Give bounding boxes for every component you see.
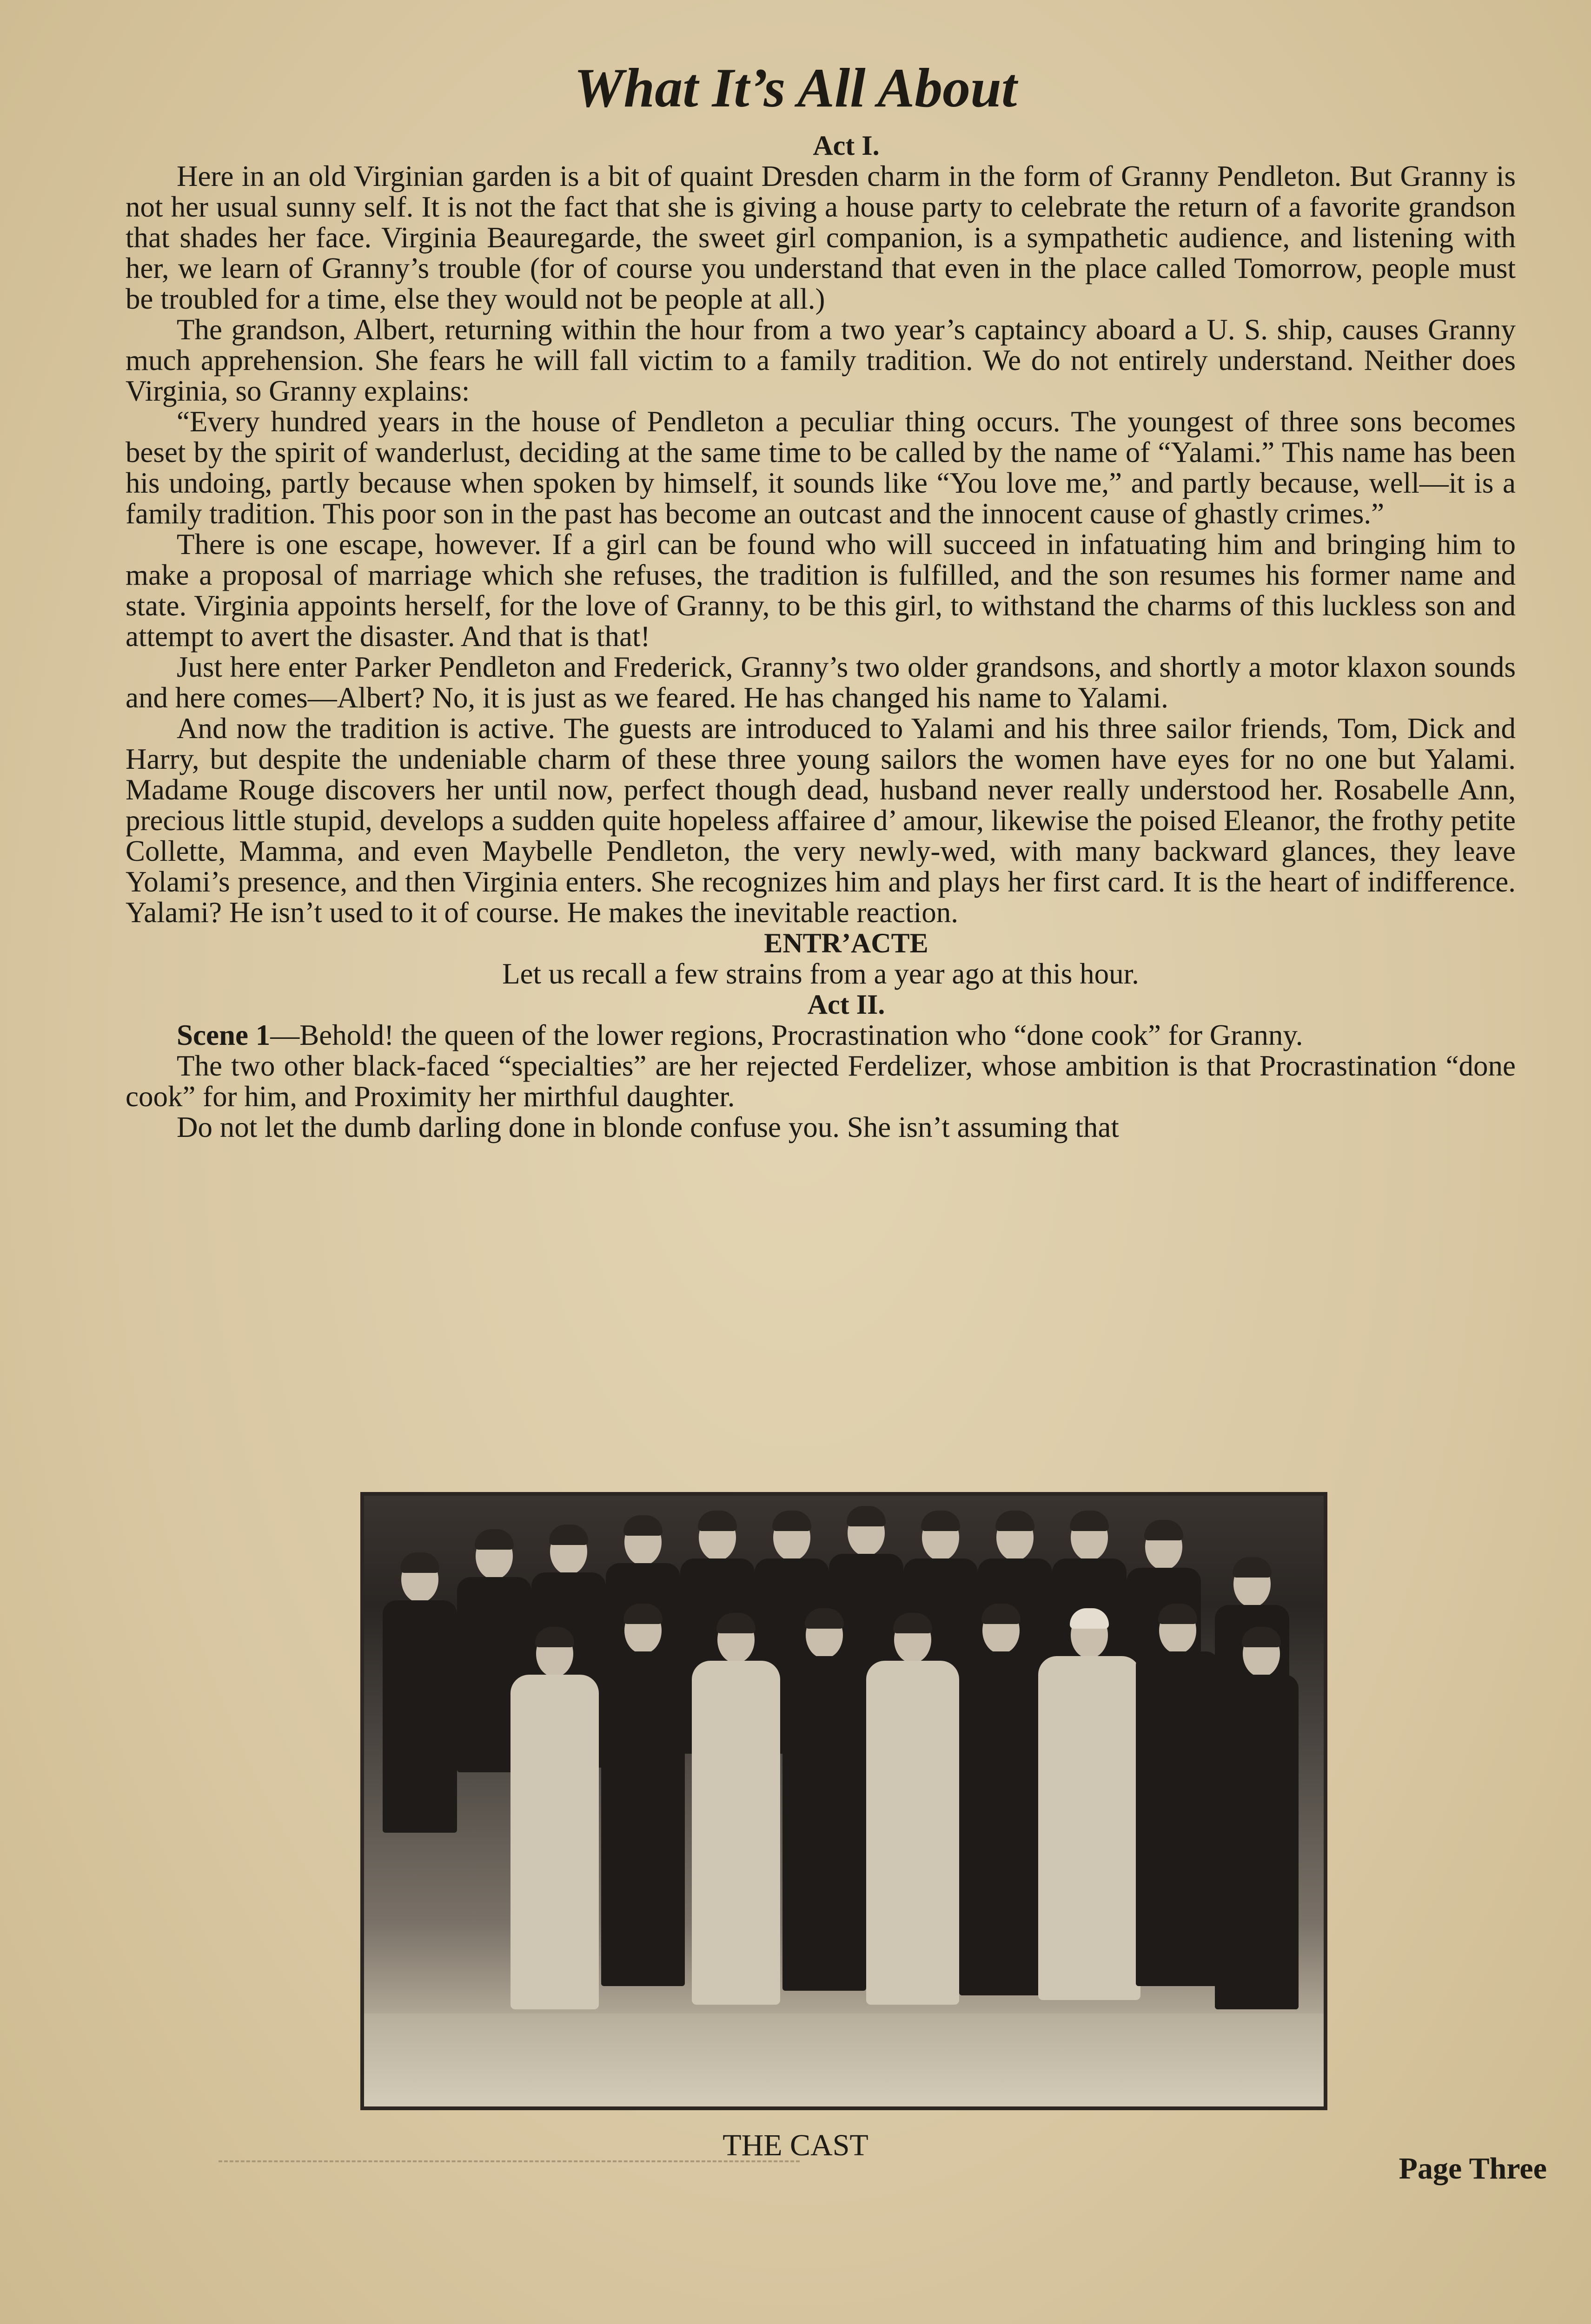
act-1-heading: Act I. bbox=[813, 130, 880, 161]
act-1-paragraph: There is one escape, however. If a girl can be found who will succeed in infatuating him and bringing him to make a proposal of marriage which she refuses, the tradition is fulfilled, and the son resumes his former name and state. Virginia appoints herself, for the love of Granny, to be this girl, to withstand the charms of this luckless son and attempt to avert the disaster. And that is that! bbox=[126, 528, 1516, 653]
entracte-heading: ENTR’ACTE bbox=[764, 928, 928, 958]
stage-floor bbox=[364, 2014, 1324, 2106]
act-1-paragraph: Here in an old Virginian garden is a bit of quaint Dresden charm in the form of Granny Pendleton. But Granny is not her usual sunny self. It is not the fact that she is giving a house party to celebrate the return of a favorite grandson that shades her face. Virginia Beauregarde, the sweet girl companion, is a sympathetic audience, and listening with her, we learn of Granny’s trouble (for of course you understand that even in the place called Tomorrow, people must be troubled for a time, else they would not be people at all.) bbox=[126, 160, 1516, 315]
body-text bbox=[126, 130, 1516, 1142]
act-2-paragraph: The two other black-faced “specialties” are her rejected Ferdelizer, whose ambition is that Procrastination “done cook” for him, and Proximity her mirthful daughter. bbox=[126, 1050, 1516, 1113]
scene-1-paragraph bbox=[126, 1020, 1516, 1050]
page-number: Page Three bbox=[1399, 2152, 1547, 2185]
cast-photo bbox=[360, 1492, 1327, 2110]
act-2-heading: Act II. bbox=[807, 989, 885, 1020]
photo-caption: THE CAST bbox=[723, 2128, 868, 2162]
page-title: What It’s All About bbox=[574, 57, 1017, 119]
act-2-paragraph: Do not let the dumb darling done in blonde confuse you. She isn’t assuming that bbox=[177, 1111, 1119, 1143]
act-1-paragraph: Just here enter Parker Pendleton and Frederick, Granny’s two older grandsons, and shortly a motor klaxon sounds and here comes—Albert? No, it is just as we feared. He has changed his name to Yalami. bbox=[126, 651, 1516, 714]
act-1-paragraph: And now the tradition is active. The guests are introduced to Yalami and his three sailor friends, Tom, Dick and Harry, but despite the undeniable charm of these three young sailors the women have eyes for no one but Yalami. Madame Rouge discovers her until now, perfect though dead, husband never really understood her. Rosabelle Ann, precious little stupid, develops a sudden quite hopeless affairee d’ amour, likewise the poised Eleanor, the frothy petite Collette, Mamma, and even Maybelle Pendleton, the very newly-wed, with many backward glances, they leave Yolami’s presence, and then Virginia enters. She recognizes him and plays her first card. It is the heart of indifference. Yalami? He isn’t used to it of course. He makes the inevitable reaction. bbox=[126, 712, 1516, 929]
scene-label: Scene 1 bbox=[177, 1019, 271, 1051]
act-1-paragraph: The grandson, Albert, returning within the hour from a two year’s captaincy aboard a U. S. ship, causes Granny much apprehension. She fears he will fall victim to a family tradition. We do not entirely understand. Neither does Virginia, so Granny explains: bbox=[126, 313, 1516, 407]
act-1-paragraph: “Every hundred years in the house of Pendleton a peculiar thing occurs. The youngest of three sons becomes beset by the spirit of wanderlust, deciding at the same time to be called by the name of “Yalami.” This name has been his undoing, partly because when spoken by himself, it sounds like “You love me,” and partly because, well—it is a family tradition. This poor son in the past has become an outcast and the innocent cause of ghastly crimes.” bbox=[126, 405, 1516, 530]
divider bbox=[219, 2160, 800, 2162]
scene-text: —Behold! the queen of the lower regions, Procrastination who “done cook” for Granny. bbox=[270, 1019, 1303, 1051]
entracte-text: Let us recall a few strains from a year ago at this hour. bbox=[502, 957, 1139, 990]
